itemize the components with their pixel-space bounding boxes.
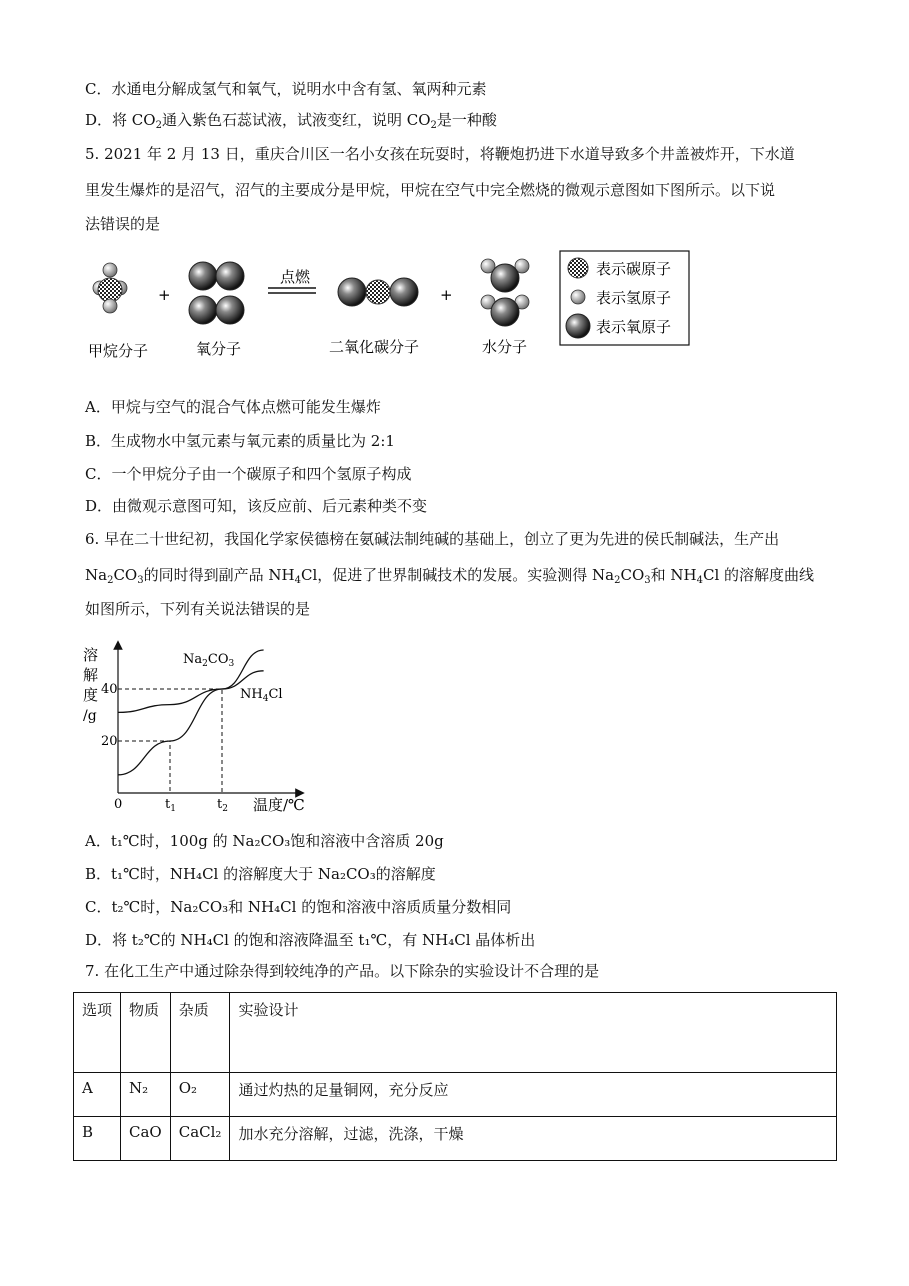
- y-tick-label: 40: [101, 682, 118, 697]
- legend-hydrogen: 表示氢原子: [596, 289, 672, 307]
- x-tick-label: 0: [114, 797, 123, 812]
- methane-molecule: [93, 263, 127, 313]
- co2-label: 二氧化碳分子: [329, 338, 420, 356]
- co2-molecule: [338, 278, 418, 306]
- cell: N₂: [121, 1073, 171, 1117]
- header-impurity: 杂质: [170, 993, 230, 1073]
- solubility-chart: [75, 640, 335, 820]
- series-label-na2co3: $Na_2CO_3$: [183, 652, 235, 669]
- q4-option-c: C．水通电分解成氢气和氧气，说明水中含有氢、氧两种元素: [85, 80, 487, 98]
- q6-stem-line2: $Na_2CO_3$的同时得到副产品 $NH_4Cl$，促进了世界制碱技术的发展。实验测得 $Na_2CO_3$和 $NH_4Cl$ 的溶解度曲线: [85, 566, 815, 586]
- y-axis-label: 溶: [83, 646, 99, 664]
- svg-text:+: +: [440, 286, 453, 304]
- q6-option-c: C．t₂℃时，Na₂CO₃和 NH₄Cl 的饱和溶液中溶质质量分数相同: [85, 898, 512, 916]
- legend-carbon: 表示碳原子: [596, 260, 672, 278]
- reaction-diagram: [80, 248, 700, 378]
- q6-option-b: B．t₁℃时，NH₄Cl 的溶解度大于 Na₂CO₃的溶解度: [85, 865, 436, 883]
- oxygen-label: 氧分子: [196, 340, 242, 358]
- cell: O₂: [170, 1073, 230, 1117]
- q6-stem-line1: 6. 早在二十世纪初，我国化学家侯德榜在氨碱法制纯碱的基础上，创立了更为先进的侯氏制碱法，生产出: [85, 530, 780, 548]
- q6-stem-line3: 如图所示，下列有关说法错误的是: [85, 600, 311, 618]
- q5-stem-line2: 里发生爆炸的是沼气，沼气的主要成分是甲烷，甲烷在空气中完全燃烧的微观示意图如下图所示。以下说: [85, 181, 776, 199]
- cell: CaCl₂: [170, 1117, 230, 1161]
- q5-stem-line1: 5. 2021 年 2 月 13 日，重庆合川区一名小女孩在玩耍时，将鞭炮扔进下水道导致多个井盖被炸开，下水道: [85, 145, 795, 163]
- x-axis-label: 温度/℃: [253, 796, 305, 814]
- y-tick-label: 20: [101, 734, 118, 749]
- header-substance: 物质: [121, 993, 171, 1073]
- x-tick-label: $t_2$: [217, 797, 228, 814]
- table-row: [74, 1073, 837, 1117]
- table-row: [74, 1117, 837, 1161]
- water-label: 水分子: [482, 338, 528, 356]
- q6-option-d: D．将 t₂℃的 NH₄Cl 的饱和溶液降温至 t₁℃，有 NH₄Cl 晶体析出: [85, 931, 536, 949]
- q5-option-d: D．由微观示意图可知，该反应前、后元素种类不变: [85, 497, 428, 515]
- cell: A: [74, 1073, 121, 1117]
- table-header-row: [74, 993, 837, 1073]
- svg-text:+: +: [158, 286, 171, 304]
- methane-label: 甲烷分子: [88, 342, 149, 360]
- q5-option-c: C．一个甲烷分子由一个碳原子和四个氢原子构成: [85, 465, 412, 483]
- q6-option-a: A．t₁℃时，100g 的 Na₂CO₃饱和溶液中含溶质 20g: [85, 832, 444, 850]
- q7-table: [73, 992, 837, 1161]
- q5-option-b: B．生成物水中氢元素与氧元素的质量比为 2:1: [85, 432, 395, 450]
- condition-label: 点燃: [280, 268, 311, 286]
- y-axis-label: 度: [83, 686, 99, 704]
- y-axis-label: /g: [83, 708, 97, 724]
- header-design: 实验设计: [230, 993, 837, 1073]
- oxygen-molecules: [189, 262, 244, 324]
- x-tick-label: $t_1$: [165, 797, 176, 814]
- water-molecules: [481, 259, 529, 326]
- legend-oxygen: 表示氧原子: [596, 318, 672, 336]
- series-line-na2co3: [118, 650, 264, 775]
- q5-option-a: A．甲烷与空气的混合气体点燃可能发生爆炸: [85, 398, 381, 416]
- cell: B: [74, 1117, 121, 1161]
- series-label-nh4cl: $NH_4Cl$: [240, 687, 283, 704]
- guide-line: [118, 741, 170, 793]
- cell: 加水充分溶解，过滤，洗涤，干燥: [230, 1117, 837, 1161]
- header-option: 选项: [74, 993, 121, 1073]
- q7-stem: 7. 在化工生产中通过除杂得到较纯净的产品。以下除杂的实验设计不合理的是: [85, 962, 600, 980]
- q4-option-d: D．将 $CO_2$通入紫色石蕊试液，试液变红，说明 $CO_2$是一种酸: [85, 111, 497, 131]
- y-axis-label: 解: [83, 666, 99, 684]
- cell: 通过灼热的足量铜网，充分反应: [230, 1073, 837, 1117]
- q5-stem-line3: 法错误的是: [85, 215, 161, 233]
- cell: CaO: [121, 1117, 171, 1161]
